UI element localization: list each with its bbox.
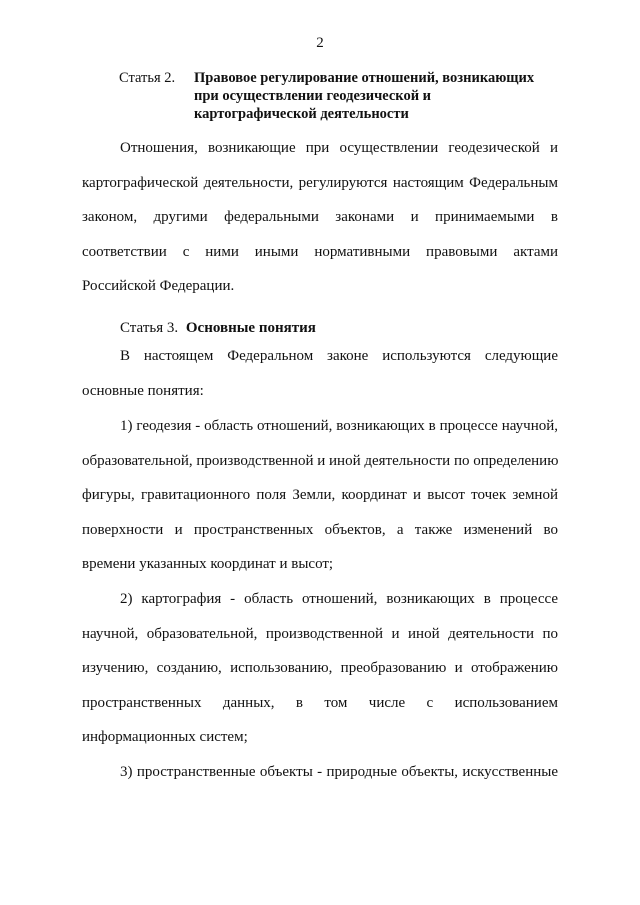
definition-item-1 xyxy=(82,409,558,582)
paragraph-line: В настоящем Федеральном законе используются следующие xyxy=(120,348,558,364)
article-2-title-line: Правовое регулирование отношений, возникающих xyxy=(194,70,535,86)
paragraph-line: 1) геодезия - область отношений, возникающих в процессе научной, xyxy=(120,418,558,434)
paragraph-line: времени указанных координат и высот; xyxy=(82,556,334,572)
article-2-title-line: при осуществлении геодезической и xyxy=(194,88,432,104)
paragraph-line: законом, другими федеральными законами и принимаемыми в xyxy=(82,209,558,225)
article-3-intro xyxy=(82,339,558,408)
paragraph-line: научной, образовательной, производственной и иной деятельности по xyxy=(82,625,558,642)
paragraph-line: картографической деятельности, регулируются настоящим Федеральным xyxy=(82,174,558,191)
paragraph-line: соответствии с ними иными нормативными правовыми актами xyxy=(82,243,558,260)
paragraph-line: пространственных данных, в том числе с использованием xyxy=(82,694,558,711)
paragraph-line: Отношения, возникающие при осуществлении геодезической и xyxy=(120,140,558,156)
definition-item-3 xyxy=(82,755,558,790)
paragraph-line: информационных систем; xyxy=(82,729,248,745)
paragraph-line: Российской Федерации. xyxy=(82,278,235,294)
article-2-title-line: картографической деятельности xyxy=(194,106,409,122)
paragraph-line: поверхности и пространственных объектов, а также изменений во xyxy=(82,521,558,538)
article-2-heading xyxy=(119,69,579,123)
paragraph-line: 3) пространственные объекты - природные объекты, искусственные xyxy=(120,764,558,780)
paragraph-line: образовательной, производственной и иной деятельности по определению xyxy=(82,452,559,469)
article-2-label: Статья 2. xyxy=(119,70,176,86)
article-2-paragraph xyxy=(82,131,558,304)
article-3-label: Статья 3. xyxy=(120,320,179,336)
paragraph-line: фигуры, гравитационного поля Земли, координат и высот точек земной xyxy=(82,487,558,503)
page-number: 2 xyxy=(316,35,324,51)
article-2-title xyxy=(194,69,579,123)
paragraph-line: 2) картография - область отношений, возникающих в процессе xyxy=(120,591,558,607)
definition-item-2 xyxy=(82,582,558,755)
article-3-title: Основные понятия xyxy=(185,320,316,336)
paragraph-line: основные понятия: xyxy=(82,382,204,399)
paragraph-line: изучению, созданию, использованию, преобразованию и отображению xyxy=(82,660,558,676)
